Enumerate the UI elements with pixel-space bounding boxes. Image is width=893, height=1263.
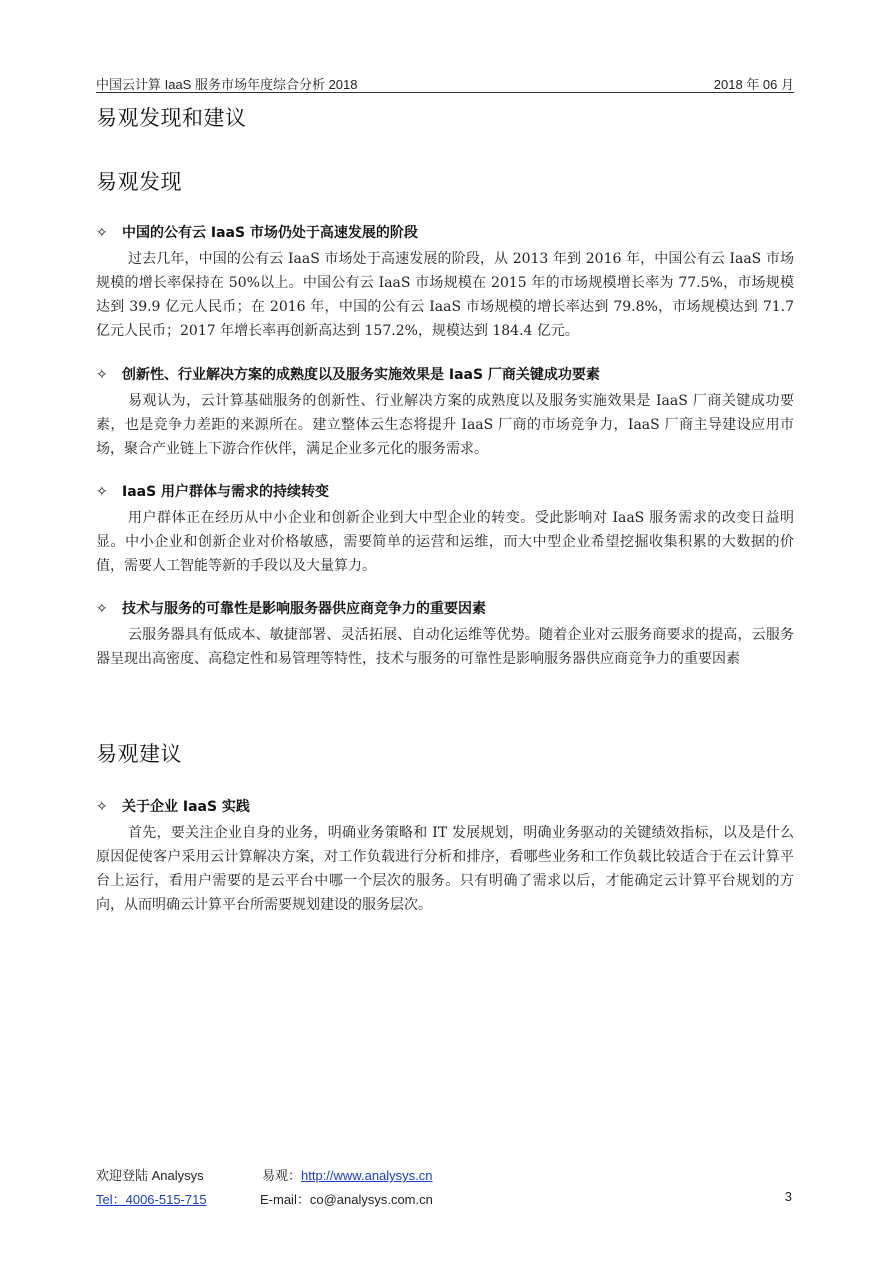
section-finding-4 [96, 598, 794, 671]
section-title-text: 技术与服务的可靠性是影响服务器供应商竞争力的重要因素 [122, 601, 486, 617]
section-title [96, 796, 794, 818]
page-footer [96, 1160, 794, 1210]
footer-welcome: 欢迎登陆 Analysys [96, 1168, 204, 1183]
section-body: 首先，要关注企业自身的业务，明确业务策略和 IT 发展规划，明确业务驱动的关键绩效指标，以及是什么原因促使客户采用云计算解决方案，对工作负载进行分析和排序，看哪些业务和工作负载比较适合于在云计算平台上运行，看用户需要的是云平台中哪一个层次的服务。只有明确了需求以后，才能确定云计算平台规划的方向，从而明确云计算平台所需要规划建设的服务层次。 [96, 825, 794, 913]
footer-site [262, 1165, 433, 1184]
section-title-text: 关于企业 IaaS 实践 [122, 799, 250, 815]
section-title [96, 481, 794, 503]
section-finding-1 [96, 222, 794, 343]
tel-link[interactable]: Tel：4006-515-715 [96, 1192, 207, 1207]
diamond-bullet-icon: ✧ [96, 484, 108, 500]
section-body: 用户群体正在经历从中小企业和创新企业到大中型企业的转变。受此影响对 IaaS 服务需求的改变日益明显。中小企业和创新企业对价格敏感，需要简单的运营和运维，而大中型企业希望挖掘收集积累的大数据的价值，需要人工智能等新的手段以及大量算力。 [96, 510, 794, 574]
website-link[interactable]: http://www.analysys.cn [301, 1168, 433, 1183]
diamond-bullet-icon: ✧ [96, 799, 108, 815]
section-title-text: 创新性、行业解决方案的成熟度以及服务实施效果是 IaaS 厂商关键成功要素 [122, 367, 600, 383]
section-finding-3 [96, 481, 794, 578]
section-suggestion-1 [96, 796, 794, 917]
header-title: 中国云计算 IaaS 服务市场年度综合分析 2018 [96, 77, 358, 92]
diamond-bullet-icon: ✧ [96, 601, 108, 617]
footer-site-label: 易观： [262, 1168, 302, 1183]
footer-email: E-mail：co@analysys.com.cn [260, 1192, 433, 1207]
page-header [96, 72, 794, 92]
section-body: 过去几年，中国的公有云 IaaS 市场处于高速发展的阶段，从 2013 年到 2016 年，中国公有云 IaaS 市场规模的增长率保持在 50%以上。中国公有云 IaaS 市场规模在 2015 年的市场规模增长率为 77.5%，市场规模达到 39.9 亿元人民币；在 2016 年，中国的公有云 IaaS 市场规模的增长率达到 79.8%，市场规模达到 71.7 亿元人民币；2017 年增长率再创新高达到 157.2%，规模达到 184.4 亿元。 [96, 251, 794, 339]
section-title-text: 中国的公有云 IaaS 市场仍处于高速发展的阶段 [122, 225, 418, 241]
section-body: 云服务器具有低成本、敏捷部署、灵活拓展、自动化运维等优势。随着企业对云服务商要求的提高，云服务器呈现出高密度、高稳定性和易管理等特性，技术与服务的可靠性是影响服务器供应商竞争力的重要因素 [96, 627, 794, 667]
main-heading: 易观发现和建议 [96, 106, 247, 130]
header-date: 2018 年 06 月 [713, 77, 794, 92]
section-title [96, 364, 794, 386]
suggestions-heading: 易观建议 [96, 742, 182, 766]
page-number: 3 [784, 1189, 792, 1204]
section-finding-2 [96, 364, 794, 461]
section-title [96, 222, 794, 244]
findings-heading: 易观发现 [96, 170, 182, 194]
section-title-text: IaaS 用户群体与需求的持续转变 [122, 484, 330, 500]
section-title [96, 598, 794, 620]
diamond-bullet-icon: ✧ [96, 367, 108, 383]
header-divider [96, 92, 794, 93]
section-body: 易观认为，云计算基础服务的创新性、行业解决方案的成熟度以及服务实施效果是 IaaS 厂商关键成功要素，也是竞争力差距的来源所在。建立整体云生态将提升 IaaS 厂商的市场竞争力，IaaS 厂商主导建设应用市场，聚合产业链上下游合作伙伴，满足企业多元化的服务需求。 [96, 393, 794, 457]
diamond-bullet-icon: ✧ [96, 225, 108, 241]
